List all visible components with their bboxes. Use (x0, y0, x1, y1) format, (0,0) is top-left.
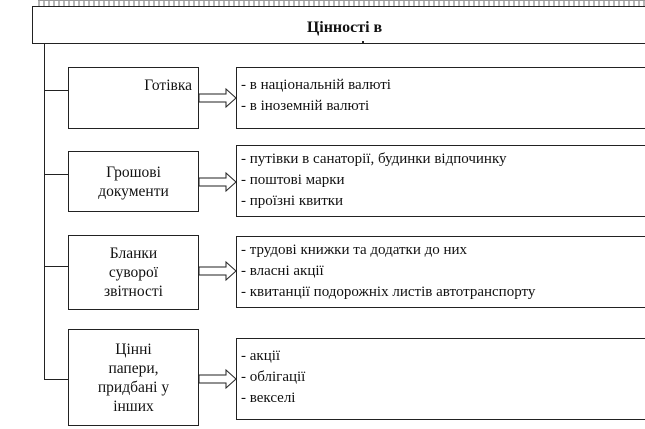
example-item: - в національній валюті (241, 75, 645, 96)
category-label-line: Цінні (115, 340, 152, 358)
tree-spine-line (44, 44, 45, 380)
examples-box-securities (236, 338, 645, 420)
example-item: - власні акції (241, 261, 645, 282)
arrow-icon (199, 262, 236, 280)
header-box (32, 6, 645, 44)
header-dot-mark (362, 41, 364, 43)
category-label-line: документи (98, 182, 169, 200)
category-label-line: папери, (108, 359, 159, 377)
category-label-line: придбані у (97, 378, 170, 396)
arrow-icon (199, 89, 236, 107)
branch-line-4 (44, 379, 68, 380)
category-box-cash (68, 67, 199, 129)
example-item: - путівки в санаторії, будинки відпочинку (241, 149, 645, 170)
example-item: - векселі (241, 388, 645, 409)
category-box-securities (68, 329, 199, 426)
examples-box-strict-forms (236, 236, 645, 308)
examples-box-money-documents (236, 145, 645, 217)
category-label-line: Бланки (109, 245, 158, 262)
example-item: - облігації (241, 367, 645, 388)
branch-line-3 (44, 266, 68, 267)
category-label-line: інших (113, 397, 154, 415)
category-label-line: Готівка (144, 77, 192, 94)
example-item: - трудові книжки та додатки до них (241, 240, 645, 261)
category-label-line: Грошові (106, 163, 161, 181)
category-box-strict-forms (68, 235, 199, 310)
category-label-line: суворої (108, 264, 159, 281)
example-item: - квитанції подорожніх листів автотранспорту (241, 282, 645, 303)
example-item: - в іноземній валюті (241, 96, 645, 117)
arrow-icon (199, 173, 236, 191)
example-item: - поштові марки (241, 170, 645, 191)
example-item: - акції (241, 346, 645, 367)
header-title: Цінності в (306, 19, 383, 36)
branch-line-2 (44, 174, 68, 175)
category-label-line: звітності (104, 283, 163, 300)
branch-line-1 (44, 90, 68, 91)
category-box-money-documents (68, 151, 199, 212)
arrow-icon (199, 370, 236, 388)
examples-box-cash (236, 67, 645, 129)
example-item: - проїзні квитки (241, 191, 645, 212)
